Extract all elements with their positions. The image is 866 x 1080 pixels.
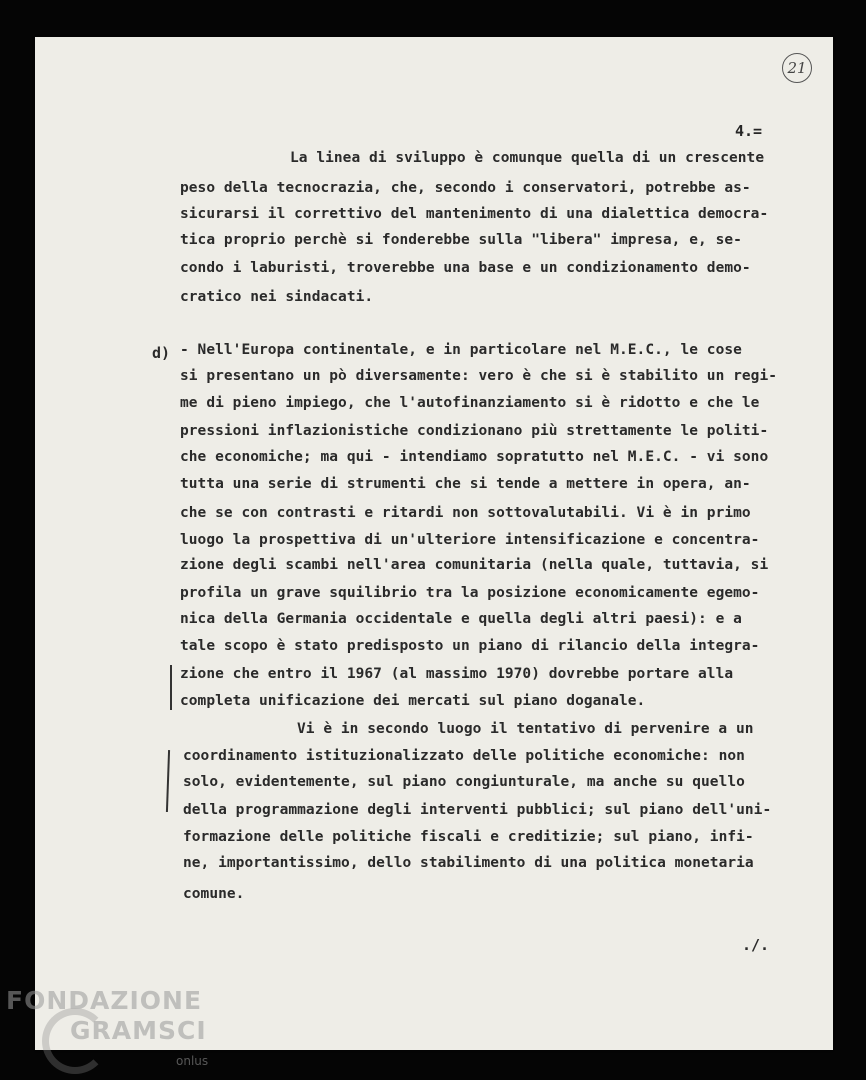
text-line: che economiche; ma qui - intendiamo sopratutto nel M.E.C. - vi sono [180,449,769,465]
text-line: tica proprio perchè si fonderebbe sulla "libera" impresa, e, se- [180,232,742,248]
text-line: La linea di sviluppo è comunque quella di un crescente [290,150,765,166]
text-line: nica della Germania occidentale e quella degli altri paesi): e a [180,611,742,627]
text-line: tutta una serie di strumenti che si tende a mettere in opera, an- [180,476,751,492]
text-line: me di pieno impiego, che l'autofinanziamento si è ridotto e che le [180,395,760,411]
text-line: luogo la prospettiva di un'ulteriore intensificazione e concentra- [180,532,760,548]
continuation-mark: ./. [742,936,770,954]
text-line: solo, evidentemente, sul piano congiunturale, ma anche su quello [183,774,745,790]
text-line: ne, importantissimo, dello stabilimento di una politica monetaria [183,855,754,871]
text-line: si presentano un pò diversamente: vero è che si è stabilito un regi- [180,368,778,384]
text-line: zione degli scambi nell'area comunitaria (nella quale, tuttavia, si [180,557,769,573]
page-number: 4.= [735,122,763,140]
watermark-onlus: onlus [176,1054,209,1068]
text-line: condo i laburisti, troverebbe una base e un condizionamento demo- [180,260,751,276]
handwritten-page-mark: 21 [782,53,812,83]
section-marker: d) [152,344,171,362]
text-line: zione che entro il 1967 (al massimo 1970) dovrebbe portare alla [180,666,734,682]
text-line: sicurarsi il correttivo del mantenimento di una dialettica democra- [180,206,769,222]
text-line: comune. [183,886,245,902]
text-line: Vi è in secondo luogo il tentativo di pervenire a un [297,721,754,737]
text-line: - Nell'Europa continentale, e in particolare nel M.E.C., le cose [180,342,742,358]
text-line: profila un grave squilibrio tra la posizione economicamente egemo- [180,585,760,601]
watermark-line2: GRAMSCI [70,1016,207,1045]
text-line: cratico nei sindacati. [180,289,374,305]
text-line: tale scopo è stato predisposto un piano di rilancio della integra- [180,638,760,654]
archive-watermark [6,986,209,1068]
text-line: completa unificazione dei mercati sul piano doganale. [180,693,646,709]
watermark-line1: FONDAZIONE [6,986,203,1015]
text-line: della programmazione degli interventi pubblici; sul piano dell'uni- [183,802,772,818]
text-line: che se con contrasti e ritardi non sottovalutabili. Vi è in primo [180,505,751,521]
text-line: formazione delle politiche fiscali e creditizie; sul piano, infi- [183,829,754,845]
pencil-margin-mark [170,665,172,710]
gramsci-logo-icon [42,1008,108,1074]
text-line: pressioni inflazionistiche condizionano più strettamente le politi- [180,423,769,439]
text-line: coordinamento istituzionalizzato delle politiche economiche: non [183,748,745,764]
text-line: peso della tecnocrazia, che, secondo i conservatori, potrebbe as- [180,180,751,196]
